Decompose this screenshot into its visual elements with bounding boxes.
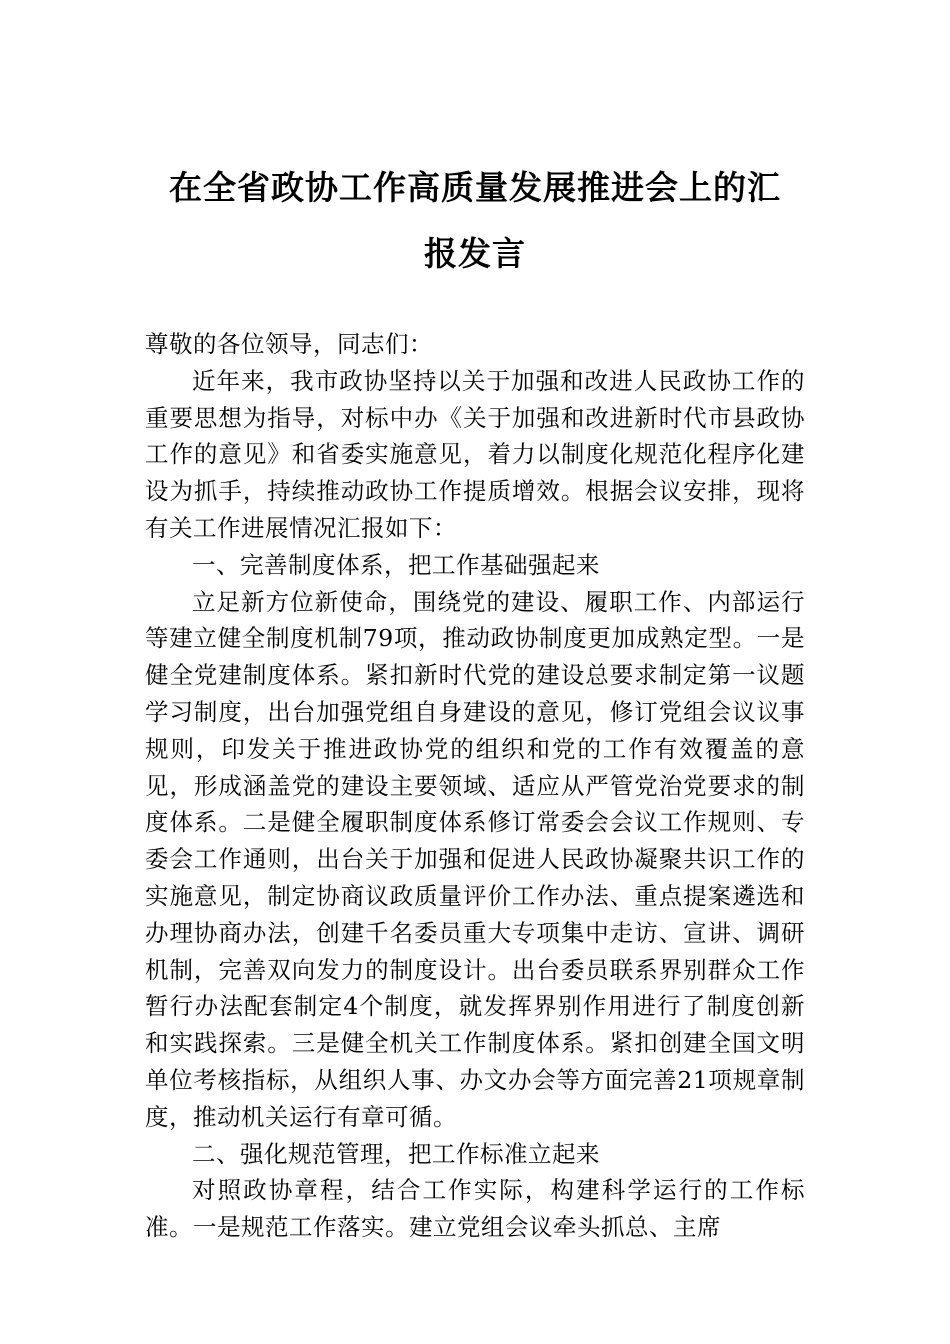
document-title-line-2: 报发言: [424, 234, 526, 273]
section-1-paragraph: 立足新方位新使命，围绕党的建设、履职工作、内部运行等建立健全制度机制79项，推动政协制度更加成熟定型。一是健全党建制度体系。紧扣新时代党的建设总要求制定第一议题学习制度，出台加强党组自身建设的意见，修订党组会议议事规则，印发关于推进政协党的组织和党的工作有效覆盖的意见，形成涵盖党的建设主要领域、适应从严管党治党要求的制度体系。二是健全履职制度体系修订常委会会议工作规则、专委会工作通则，出台关于加强和促进人民政协凝聚共识工作的实施意见，制定协商议政质量评价工作办法、重点提案遴选和办理协商办法，创建千名委员重大专项集中走访、宣讲、调研机制，完善双向发力的制度设计。出台委员联系界别群众工作暂行办法配套制定4个制度，就发挥界别作用进行了制度创新和实践探索。三是健全机关工作制度体系。紧扣创建全国文明单位考核指标，从组织人事、办文办会等方面完善21项规章制度，推动机关运行有章可循。: [145, 587, 805, 1131]
section-1-heading: 一、完善制度体系，把工作基础强起来: [192, 550, 600, 579]
document-body: [145, 326, 805, 1246]
section-2-paragraph: 对照政协章程，结合工作实际，构建科学运行的工作标准。一是规范工作落实。建立党组会议牵头抓总、主席: [145, 1176, 805, 1242]
section-2-heading: 二、强化规范管理，把工作标准立起来: [192, 1139, 600, 1168]
document-title-line-1: 在全省政协工作高质量发展推进会上的汇: [169, 168, 781, 207]
salutation: 尊敬的各位领导，同志们：: [145, 330, 433, 358]
intro-paragraph: 近年来，我市政协坚持以关于加强和改进人民政协工作的重要思想为指导，对标中办《关于加强和改进新时代市县政协工作的意见》和省委实施意见，着力以制度化规范化程序化建设为抓手，持续推动政协工作提质增效。根据会议安排，现将有关工作进展情况汇报如下：: [145, 366, 805, 542]
